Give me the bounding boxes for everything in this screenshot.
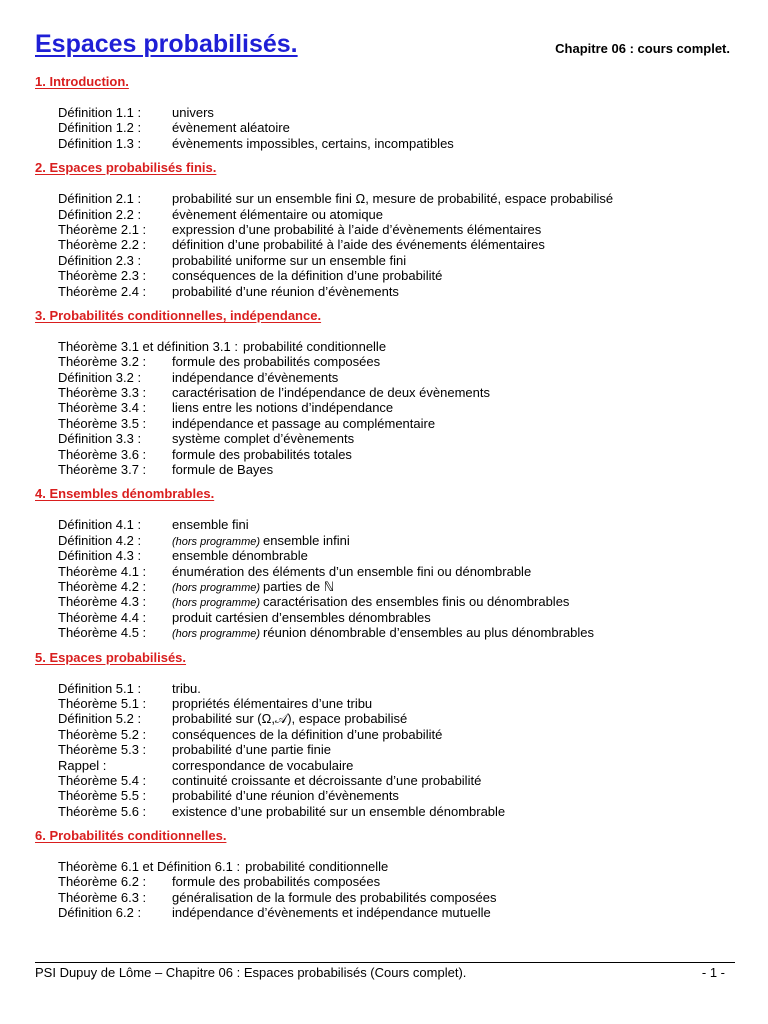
section — [35, 308, 735, 478]
item-text — [172, 890, 735, 905]
item-label: Théorème 3.1 et définition 3.1 : — [58, 338, 238, 354]
item-label: Définition 6.2 : — [58, 905, 142, 921]
section — [35, 828, 735, 921]
item-text — [172, 284, 735, 299]
list-item — [35, 905, 735, 920]
item-description: ensemble dénombrable — [172, 548, 308, 564]
item-text — [172, 120, 735, 135]
item-text — [172, 874, 735, 889]
section — [35, 160, 735, 299]
list-item — [35, 788, 735, 803]
table-of-contents — [35, 74, 735, 930]
item-description: propriétés élémentaires d’une tribu — [172, 695, 373, 711]
item-description: correspondance de vocabulaire — [172, 757, 354, 773]
item-label: Définition 2.2 : — [58, 206, 142, 222]
item-text — [172, 594, 735, 609]
list-item — [35, 120, 735, 135]
item-text — [172, 905, 735, 920]
item-text — [172, 431, 735, 446]
item-label: Définition 4.1 : — [58, 517, 142, 533]
item-label: Théorème 5.3 : — [58, 742, 147, 758]
item-text — [172, 610, 735, 625]
list-item — [35, 804, 735, 819]
list-item — [35, 859, 735, 874]
item-text — [172, 727, 735, 742]
hors-programme-note: (hors programme) — [172, 597, 261, 610]
list-item — [35, 136, 735, 151]
item-label: Théorème 5.4 : — [58, 772, 147, 788]
item-label: Théorème 4.4 : — [58, 609, 147, 625]
item-description: expression d’une probabilité à l’aide d’évènements élémentaires — [172, 221, 542, 237]
section-title: 6. Probabilités conditionnelles. — [35, 828, 227, 844]
item-description: ensemble fini — [172, 517, 249, 533]
item-text — [172, 222, 735, 237]
list-item — [35, 711, 735, 726]
hors-programme-note: (hors programme) — [172, 581, 261, 594]
item-text — [172, 533, 735, 548]
item-text — [172, 385, 735, 400]
item-description: formule des probabilités composées — [172, 354, 381, 370]
item-label: Théorème 4.3 : — [58, 594, 147, 610]
item-label: Définition 3.2 : — [58, 369, 142, 385]
item-label: Théorème 4.1 : — [58, 563, 147, 579]
item-description: parties de ℕ — [263, 578, 335, 594]
item-label: Définition 5.2 : — [58, 711, 142, 727]
item-description: réunion dénombrable d’ensembles au plus dénombrables — [263, 625, 595, 641]
item-text — [172, 517, 735, 532]
item-label: Théorème 6.2 : — [58, 874, 147, 890]
item-description: probabilité d’une réunion d’évènements — [172, 283, 399, 299]
item-label: Théorème 2.1 : — [58, 221, 147, 237]
section — [35, 74, 735, 151]
item-label: Définition 3.3 : — [58, 431, 142, 447]
hors-programme-note: (hors programme) — [172, 628, 261, 641]
list-item — [35, 207, 735, 222]
section-title: 3. Probabilités conditionnelles, indépendance. — [35, 307, 322, 323]
item-text — [243, 339, 735, 354]
section-title: 5. Espaces probabilisés. — [35, 649, 187, 665]
item-label: Théorème 4.2 : — [58, 578, 147, 594]
page-title: Espaces probabilisés. — [35, 30, 298, 58]
list-item — [35, 579, 735, 594]
list-item — [35, 594, 735, 609]
item-label: Théorème 3.7 : — [58, 462, 147, 478]
item-description: caractérisation de l’indépendance de deux évènements — [172, 385, 490, 401]
list-item — [35, 517, 735, 532]
item-text — [172, 447, 735, 462]
item-description: probabilité d’une partie finie — [172, 742, 331, 758]
item-label: Théorème 2.4 : — [58, 283, 147, 299]
list-item — [35, 237, 735, 252]
item-label: Définition 1.1 : — [58, 105, 142, 120]
item-description: produit cartésien d’ensembles dénombrables — [172, 609, 431, 625]
item-label: Théorème 2.2 : — [58, 237, 147, 253]
page-number: - 1 - — [701, 965, 725, 980]
item-label: Théorème 6.3 : — [58, 889, 147, 905]
item-description: indépendance d’évènements et indépendance mutuelle — [172, 905, 491, 921]
list-item — [35, 268, 735, 283]
item-text — [172, 625, 735, 640]
item-label: Rappel : — [58, 757, 107, 773]
item-text — [172, 579, 735, 594]
list-item — [35, 370, 735, 385]
list-item — [35, 533, 735, 548]
section-title: 4. Ensembles dénombrables. — [35, 486, 215, 502]
list-item — [35, 191, 735, 206]
hors-programme-note: (hors programme) — [172, 535, 261, 548]
list-item — [35, 400, 735, 415]
item-text — [172, 354, 735, 369]
item-description: continuité croissante et décroissante d’une probabilité — [172, 772, 482, 788]
item-label: Définition 1.2 : — [58, 120, 142, 136]
list-item — [35, 447, 735, 462]
item-text — [172, 711, 735, 726]
item-description: probabilité uniforme sur un ensemble fini — [172, 252, 407, 268]
chapter-label: Chapitre 06 : cours complet. — [555, 41, 730, 56]
item-label: Définition 1.3 : — [58, 135, 142, 151]
item-label: Théorème 5.5 : — [58, 788, 147, 804]
item-text — [172, 416, 735, 431]
list-item — [35, 564, 735, 579]
item-text — [172, 696, 735, 711]
list-item — [35, 548, 735, 563]
item-label: Théorème 3.3 : — [58, 385, 147, 401]
item-description: ensemble infini — [263, 532, 350, 548]
item-description: caractérisation des ensembles finis ou dénombrables — [263, 594, 570, 610]
item-description: univers — [172, 105, 214, 120]
item-label: Théorème 3.5 : — [58, 415, 147, 431]
list-item — [35, 416, 735, 431]
item-text — [172, 804, 735, 819]
list-item — [35, 758, 735, 773]
item-text — [172, 400, 735, 415]
item-label: Définition 2.1 : — [58, 191, 142, 207]
item-label: Définition 5.1 : — [58, 680, 142, 696]
item-text — [172, 742, 735, 757]
item-label: Théorème 6.1 et Définition 6.1 : — [58, 859, 241, 875]
item-description: liens entre les notions d’indépendance — [172, 400, 394, 416]
item-text — [172, 237, 735, 252]
item-label: Définition 2.3 : — [58, 252, 142, 268]
item-text — [172, 548, 735, 563]
item-description: évènement aléatoire — [172, 120, 290, 136]
item-description: indépendance et passage au complémentaire — [172, 415, 436, 431]
item-description: probabilité sur (Ω,𝒜), espace probabilisé — [172, 711, 408, 727]
list-item — [35, 890, 735, 905]
item-description: système complet d’évènements — [172, 431, 355, 447]
item-label: Théorème 5.2 : — [58, 726, 147, 742]
item-text — [172, 253, 735, 268]
item-description: probabilité conditionnelle — [242, 338, 387, 354]
list-item — [35, 773, 735, 788]
list-item — [35, 610, 735, 625]
item-label: Théorème 2.3 : — [58, 268, 147, 284]
section-title: 2. Espaces probabilisés finis. — [35, 160, 217, 176]
item-description: énumération des éléments d’un ensemble fini ou dénombrable — [172, 563, 532, 579]
item-description: formule des probabilités composées — [172, 874, 381, 890]
list-item — [35, 462, 735, 477]
item-description: probabilité conditionnelle — [245, 859, 389, 875]
item-text — [172, 191, 735, 206]
item-description: formule de Bayes — [172, 462, 274, 478]
item-description: tribu. — [172, 680, 201, 696]
item-description: définition d’une probabilité à l’aide des événements élémentaires — [172, 237, 545, 253]
section — [35, 650, 735, 820]
list-item — [35, 385, 735, 400]
item-description: formule des probabilités totales — [172, 446, 352, 462]
item-description: existence d’une probabilité sur un ensemble dénombrable — [172, 803, 506, 819]
item-text — [245, 859, 735, 874]
list-item — [35, 253, 735, 268]
section-title: 1. Introduction. — [35, 74, 129, 89]
list-item — [35, 681, 735, 696]
item-text — [172, 788, 735, 803]
item-label: Définition 4.3 : — [58, 548, 142, 564]
item-text — [172, 758, 735, 773]
item-text — [172, 105, 735, 120]
list-item — [35, 431, 735, 446]
item-label: Théorème 3.4 : — [58, 400, 147, 416]
page-header — [35, 30, 735, 66]
item-text — [172, 681, 735, 696]
item-label: Théorème 5.6 : — [58, 803, 147, 819]
item-description: probabilité sur un ensemble fini Ω, mesure de probabilité, espace probabilisé — [172, 191, 614, 207]
list-item — [35, 874, 735, 889]
list-item — [35, 105, 735, 120]
list-item — [35, 696, 735, 711]
list-item — [35, 222, 735, 237]
item-text — [172, 370, 735, 385]
item-description: conséquences de la définition d’une probabilité — [172, 726, 443, 742]
item-description: évènement élémentaire ou atomique — [172, 206, 384, 222]
footer-divider — [35, 962, 735, 963]
item-description: évènements impossibles, certains, incompatibles — [172, 135, 454, 151]
item-description: conséquences de la définition d’une probabilité — [172, 268, 443, 284]
item-text — [172, 773, 735, 788]
item-description: généralisation de la formule des probabilités composées — [172, 889, 497, 905]
item-label: Théorème 4.5 : — [58, 625, 147, 641]
item-label: Théorème 3.2 : — [58, 354, 147, 370]
section — [35, 486, 735, 640]
item-text — [172, 268, 735, 283]
item-description: indépendance d’évènements — [172, 369, 339, 385]
list-item — [35, 284, 735, 299]
item-text — [172, 462, 735, 477]
page-footer — [35, 962, 735, 981]
item-label: Théorème 5.1 : — [58, 695, 147, 711]
list-item — [35, 354, 735, 369]
item-label: Définition 4.2 : — [58, 532, 142, 548]
item-description: probabilité d’une réunion d’évènements — [172, 788, 399, 804]
list-item — [35, 625, 735, 640]
item-text — [172, 207, 735, 222]
item-label: Théorème 3.6 : — [58, 446, 147, 462]
item-text — [172, 564, 735, 579]
list-item — [35, 339, 735, 354]
list-item — [35, 742, 735, 757]
item-text — [172, 136, 735, 151]
list-item — [35, 727, 735, 742]
footer-text: PSI Dupuy de Lôme – Chapitre 06 : Espaces probabilisés (Cours complet). — [35, 965, 467, 980]
